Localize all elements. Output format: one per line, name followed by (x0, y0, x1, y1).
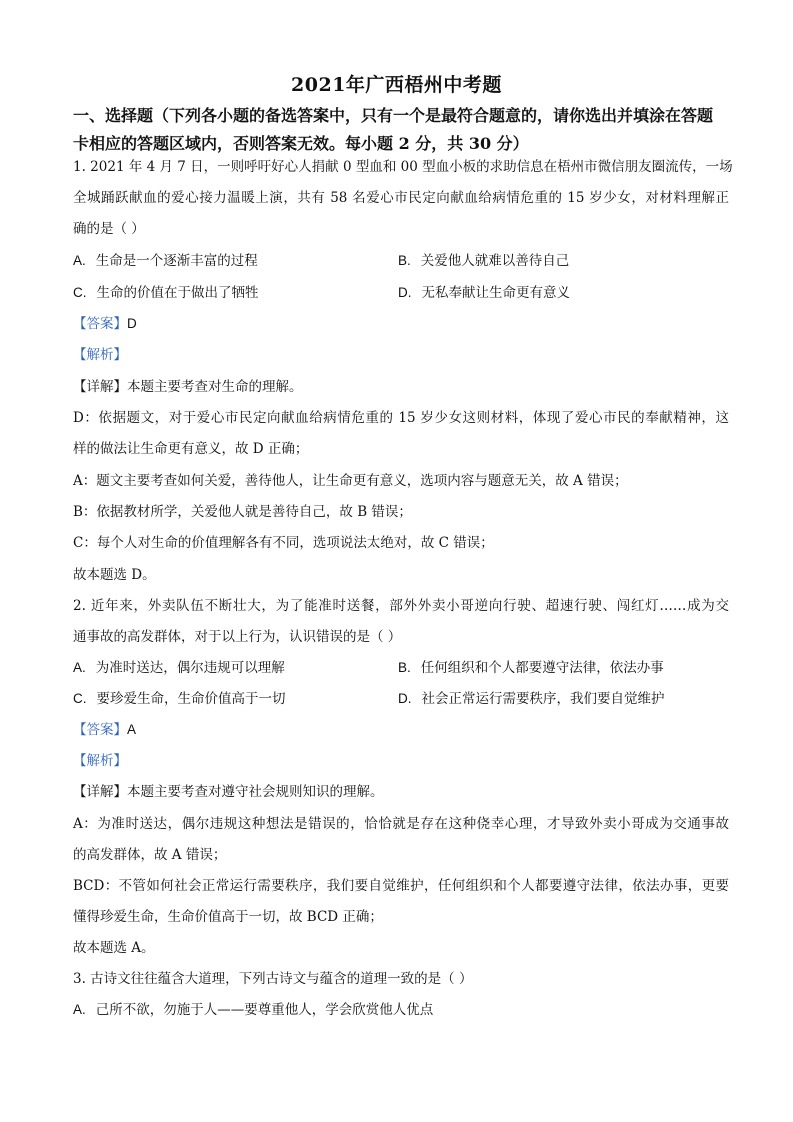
question-2-detail-line-4: BCD：不管如何社会正常运行需要秩序，我们要自觉维护，任何组织和个人都要遵守法律，依法办事，更要 (73, 878, 729, 894)
analysis-tag: 【解析】 (73, 347, 127, 363)
section-heading-line-1: 一、选择题（下列各小题的备选答案中，只有一个是最符合题意的，请你选出并填涂在答题 (73, 106, 714, 125)
question-1-stem-line-2: 全城踊跃献血的爱心接力温暖上演，共有 58 名爱心市民定向献血给病情危重的 15 岁少女，对材料理解正 (73, 190, 729, 206)
option-letter: A. (73, 660, 86, 675)
question-2-answer (73, 720, 729, 740)
question-2-analysis-tag (73, 751, 729, 771)
question-2-option-c (73, 689, 286, 709)
question-2-detail-line-2: A：为准时送达，偶尔违规这种想法是错误的，恰恰就是存在这种侥幸心理，才导致外卖小哥成为交通事故 (73, 816, 729, 832)
question-1-detail-line-6: C：每个人对生命的价值理解各有不同，选项说法太绝对，故 C 错误； (73, 535, 494, 551)
question-3-option-a (73, 1000, 433, 1020)
question-2-detail-line-1: 【详解】本题主要考查对遵守社会规则知识的理解。 (73, 784, 384, 800)
document-title: 2021年广西梧州中考题 (291, 74, 502, 96)
question-2-stem-line-1: 2. 近年来，外卖队伍不断壮大，为了能准时送餐，部外外卖小哥逆向行驶、超速行驶、闯红灯……成为交 (73, 598, 729, 614)
question-1-detail-line-4: A：题文主要考查如何关爱，善待他人，让生命更有意义，选项内容与题意无关，故 A 错误； (73, 473, 628, 489)
question-1-detail-line-3: 样的做法让生命更有意义，故 D 正确； (73, 441, 309, 457)
answer-tag: 【答案】 (73, 316, 127, 332)
question-3-stem-line-1: 3. 古诗文往往蕴含大道理，下列古诗文与蕴含的道理一致的是（ ） (73, 971, 473, 987)
question-1-answer (73, 314, 729, 334)
question-2-option-b (398, 658, 664, 678)
question-2-stem-line-2: 通事故的高发群体，对于以上行为，认识错误的是（ ） (73, 629, 402, 645)
answer-tag: 【答案】 (73, 722, 127, 738)
section-heading (73, 102, 729, 158)
option-letter: C. (73, 691, 87, 706)
option-text: 生命是一个逐渐丰富的过程 (95, 253, 258, 269)
question-2-option-d (398, 689, 665, 709)
question-1-stem-line-1: 1. 2021 年 4 月 7 日，一则呼吁好心人捐献 0 型血和 00 型血小板的求助信息在梧州市微信朋友圈流传，一场 (73, 159, 733, 175)
option-text: 要珍爱生命，生命价值高于一切 (96, 691, 286, 707)
question-2-detail-line-5: 懂得珍爱生命，生命价值高于一切，故 BCD 正确； (73, 909, 383, 925)
analysis-tag: 【解析】 (73, 753, 127, 769)
answer-value: D (127, 316, 137, 331)
question-1-analysis-tag (73, 345, 729, 365)
answer-value: A (127, 722, 137, 737)
option-text: 为准时送达，偶尔违规可以理解 (95, 660, 285, 676)
option-letter: D. (398, 691, 412, 706)
option-text: 关爱他人就难以善待自己 (420, 253, 570, 269)
question-1-detail-line-1: 【详解】本题主要考查对生命的理解。 (73, 379, 303, 395)
question-2-detail-line-6: 故本题选 A。 (73, 940, 155, 956)
option-text: 任何组织和个人都要遵守法律，依法办事 (420, 660, 664, 676)
question-2-option-a (73, 658, 285, 678)
question-1-stem-line-3: 确的是（ ） (73, 221, 145, 237)
question-1-option-b (398, 251, 569, 271)
question-1-detail-line-2: D：依据题文，对于爱心市民定向献血给病情危重的 15 岁少女这则材料，体现了爱心市民的奉献精神，这 (73, 410, 729, 426)
option-letter: A. (73, 253, 86, 268)
section-heading-line-2: 卡相应的答题区域内，否则答案无效。每小题 2 分，共 30 分） (73, 134, 529, 153)
option-letter: D. (398, 285, 412, 300)
option-letter: C. (73, 285, 87, 300)
option-text: 社会正常运行需要秩序，我们要自觉维护 (421, 691, 665, 707)
question-1-option-d (398, 283, 570, 303)
question-1-detail-line-5: B：依据教材所学，关爱他人就是善待自己，故 B 错误； (73, 504, 412, 520)
option-letter: B. (398, 253, 411, 268)
option-text: 无私奉献让生命更有意义 (421, 285, 570, 301)
option-text: 己所不欲，勿施于人——要尊重他人，学会欣赏他人优点 (95, 1002, 434, 1018)
option-letter: B. (398, 660, 411, 675)
question-1-option-a (73, 251, 258, 271)
question-1-detail-line-7: 故本题选 D。 (73, 567, 156, 583)
option-text: 生命的价值在于做出了牺牲 (96, 285, 259, 301)
question-1-option-c (73, 283, 259, 303)
option-letter: A. (73, 1002, 86, 1017)
question-2-detail-line-3: 的高发群体，故 A 错误； (73, 847, 227, 863)
